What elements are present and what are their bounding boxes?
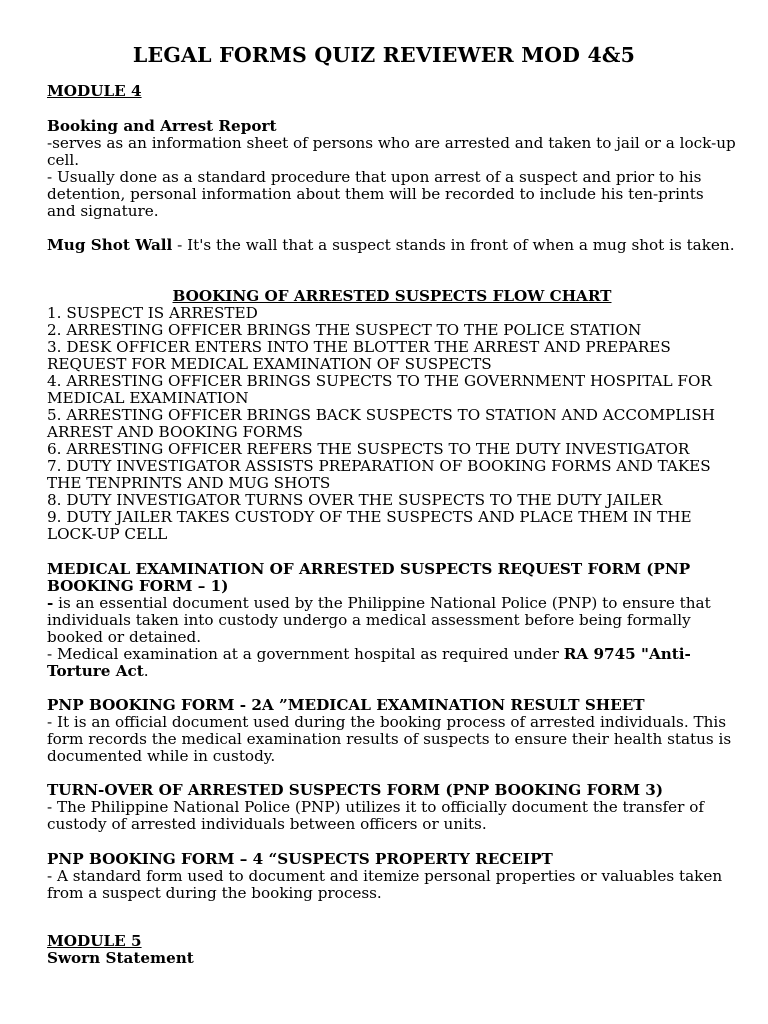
flow-step-6: 6. ARRESTING OFFICER REFERS THE SUSPECTS TO THE DUTY INVESTIGATOR bbox=[47, 440, 690, 458]
module5-section bbox=[47, 933, 737, 967]
flow-step-5: 5. ARRESTING OFFICER BRINGS BACK SUSPECTS TO STATION AND ACCOMPLISH ARREST AND BOOKING FORMS bbox=[47, 406, 715, 441]
mug-shot-paragraph bbox=[47, 237, 737, 254]
booking-report-section bbox=[47, 118, 737, 220]
form2a-section bbox=[47, 697, 737, 765]
flow-step-3: 3. DESK OFFICER ENTERS INTO THE BLOTTER THE ARREST AND PREPARES REQUEST FOR MEDICAL EXAMINATION OF SUSPECTS bbox=[47, 338, 671, 373]
form4-section bbox=[47, 851, 737, 902]
booking-report-line2: - Usually done as a standard procedure that upon arrest of a suspect and prior to his detention, personal information about them will be recorded to include his ten-prints and signature. bbox=[47, 168, 704, 220]
booking-report-line1: -serves as an information sheet of persons who are arrested and taken to jail or a lock-up cell. bbox=[47, 134, 736, 169]
form2a-heading: PNP BOOKING FORM - 2A ”MEDICAL EXAMINATION RESULT SHEET bbox=[47, 696, 645, 714]
booking-report-heading: Booking and Arrest Report bbox=[47, 117, 277, 135]
module4-heading: MODULE 4 bbox=[47, 82, 142, 100]
form2a-line1: - It is an official document used during the booking process of arrested individuals. This form records the medical examination results of suspects to ensure their health status is documented while in custody. bbox=[47, 713, 732, 765]
flow-step-9: 9. DUTY JAILER TAKES CUSTODY OF THE SUSPECTS AND PLACE THEM IN THE LOCK-UP CELL bbox=[47, 508, 692, 543]
form3-section bbox=[47, 782, 737, 833]
flow-chart-section bbox=[47, 288, 737, 543]
flow-step-2: 2. ARRESTING OFFICER BRINGS THE SUSPECT TO THE POLICE STATION bbox=[47, 321, 642, 339]
flow-step-8: 8. DUTY INVESTIGATOR TURNS OVER THE SUSPECTS TO THE DUTY JAILER bbox=[47, 491, 663, 509]
module4-heading-block bbox=[47, 83, 737, 100]
form3-line1: - The Philippine National Police (PNP) utilizes it to officially document the transfer of custody of arrested individuals between officers or units. bbox=[47, 798, 704, 833]
form4-heading: PNP BOOKING FORM – 4 “SUSPECTS PROPERTY RECEIPT bbox=[47, 850, 553, 868]
mug-shot-section bbox=[47, 237, 737, 254]
form1-line2-post: . bbox=[143, 662, 149, 680]
form1-line2-pre: - Medical examination at a government hospital as required under bbox=[47, 645, 564, 663]
form1-line1-text: is an essential document used by the Philippine National Police (PNP) to ensure that individuals taken into custody undergo a medical assessment before being formally booked or detained. bbox=[47, 594, 711, 646]
form1-line2 bbox=[47, 646, 737, 680]
form1-dash: - bbox=[47, 594, 54, 612]
module5-heading: MODULE 5 bbox=[47, 932, 142, 950]
form3-heading: TURN-OVER OF ARRESTED SUSPECTS FORM (PNP BOOKING FORM 3) bbox=[47, 781, 664, 799]
mug-shot-definition: - It's the wall that a suspect stands in front of when a mug shot is taken. bbox=[172, 236, 735, 254]
mug-shot-term: Mug Shot Wall bbox=[47, 236, 173, 254]
flow-step-4: 4. ARRESTING OFFICER BRINGS SUPECTS TO THE GOVERNMENT HOSPITAL FOR MEDICAL EXAMINATION bbox=[47, 372, 712, 407]
page-title: LEGAL FORMS QUIZ REVIEWER MOD 4&5 bbox=[132, 43, 636, 67]
form1-line1 bbox=[47, 595, 737, 646]
flow-step-1: 1. SUSPECT IS ARRESTED bbox=[47, 304, 258, 322]
flow-chart-heading: BOOKING OF ARRESTED SUSPECTS FLOW CHART bbox=[172, 287, 612, 305]
flow-step-7: 7. DUTY INVESTIGATOR ASSISTS PREPARATION OF BOOKING FORMS AND TAKES THE TENPRINTS AND MUG SHOTS bbox=[47, 457, 711, 492]
form4-line1: - A standard form used to document and itemize personal properties or valuables taken from a suspect during the booking process. bbox=[47, 867, 723, 902]
module5-subheading: Sworn Statement bbox=[47, 949, 194, 967]
form1-heading: MEDICAL EXAMINATION OF ARRESTED SUSPECTS REQUEST FORM (PNP BOOKING FORM – 1) bbox=[47, 560, 691, 595]
form1-section bbox=[47, 561, 737, 680]
form1-law-reference: RA 9745 "Anti-Torture Act bbox=[47, 645, 691, 680]
